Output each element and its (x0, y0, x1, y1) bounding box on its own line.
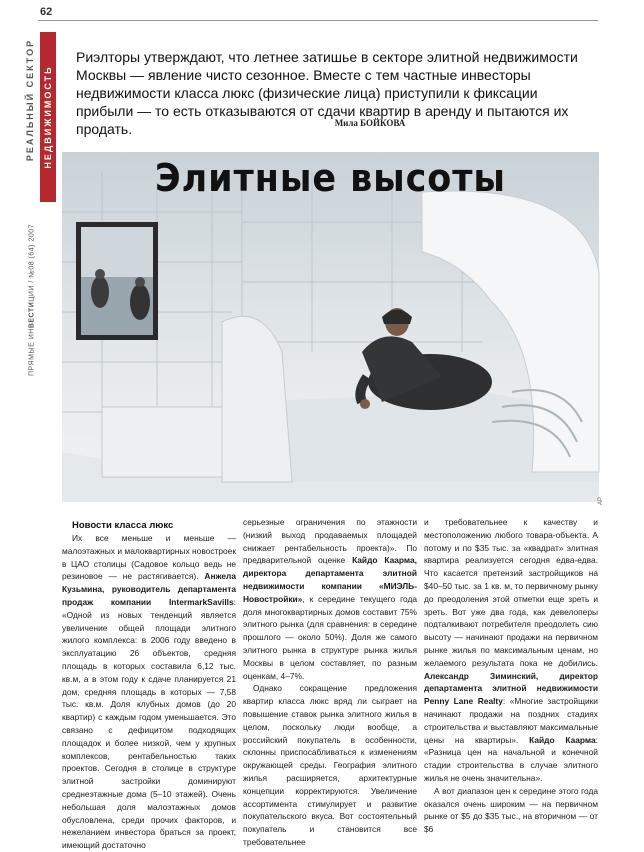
column-paragraph: Их все меньше и меньше — малоэтажных и малоквартирных новостроек в ЦАО столицы (Садовое кольцо ведь не резиновое — не растягивается). Анжела Кузьмина, руководитель департамента продаж компании IntermarkSavills: «Одной из новых тенденций является увеличение общей площади элитного жилого комплекса: в 2006 году введено в эксплуатацию 26 объектов, средняя площадь в которых составила 6,12 тыс. кв.м, а в этом году к сдаче планируется 21 дом, средняя площадь в которых — 7,58 тыс. кв.м. Доля клубных домов (до 20 квартир) с каждым годом уменьшается. Это связано с дефицитом подходящих площадок и более низкой, чем у крупных комплексов, рентабельностью таких проектов. Сегодня в столице в структуре элитной застройки доминируют среднеэтажные дома (5–10 этажей). Очень небольшая доля малоэтажных домов обусловлена, среди прочих факторов, и нежеланием инвестора браться за проект, имеющий достаточно (62, 533, 236, 851)
article-headline: Элитные высоты (155, 156, 506, 200)
column-subheading: Новости класса люкс (72, 520, 174, 531)
column-paragraph: Однако сокращение предложения квартир класса люкс вряд ли сыграет на повышение ставок рынка элитного жилья в целом, поскольку люди вообще, а российский покупатель в особенности, склонны приспосабливаться к изменениям окружающей среды. География элитного жилья расширяется, архитектурные концепции корректируются. Увеличение ассортимента стимулирует и развитие покупательского вкуса. Вот состоятельный покупатель и становится все требовательнее (243, 683, 417, 847)
ice-room-illustration (62, 152, 599, 502)
top-rule (38, 20, 598, 21)
article-lead: Риэлторы утверждают, что летнее затишье в секторе элитной недвижимости Москвы — явление чисто сезонное. Вместе с тем частные инвесторы недвижимости класса люкс (физические лица) приступили к фиксации прибыли — то есть отказываются от сдачи квартир в аренду и пытаются их продать. (76, 49, 578, 137)
article-photo (62, 152, 599, 502)
magazine-issue-label: ПРЯМЫЕ ИНВЕСТИЦИИ / №08 (64) 2007 (28, 223, 36, 377)
photo-credit: AP (598, 496, 604, 505)
sidebar-subsection-label: НЕДВИЖИМОСТЬ (43, 65, 53, 169)
column-paragraph: серьезные ограничения по этажности (низкий выход продаваемых площадей снижает рентабельность проекта)». По предварительной оценке Кайдо Каарма, директора департамента элитной недвижимости компании «МИЭЛЬ-Новостройки», к середине текущего года доля многоквартирных домов составит 75% элитного рынка (для сравнения: в середине прошлого — около 50%). Доля же самого элитного рынка в структуре рынка жилья Москвы в целом составляет, по разным оценкам, 4–7%. (243, 517, 417, 681)
article-author: Мила БОЙКОВА (334, 118, 406, 128)
article-column-1 (62, 520, 236, 852)
sidebar-section-label: РЕАЛЬНЫЙ СЕКТОР (25, 38, 35, 162)
column-paragraph: и требовательнее к качеству и местоположению любого товара-объекта. А потому и по $35 тыс. за «квадрат» элитная квартира реализуется сегодня едва-едва. Что касается претензий застройщиков на $40–50 тыс. за 1 кв. м, то первичному рынку до преодоления этой отметки еще зреть и зреть. Вот уже два года, как девелоперы подталкивают потребителя преодолеть сию высоту — начинают продажи на первичном рынке жилья по максимальным ценам, но желаемого результата пока не добились. Александр Зиминский, директор департамента элитной недвижимости Penny Lane Realty: «Многие застройщики начинают продажи на поздних стадиях строительства и выставляют максимальные цены на квартиры». Кайдо Каарма: «Разница цен на начальной и конечной стадии строительства в случае элитного жилья не очень значительна». (424, 517, 598, 783)
article-column-2 (243, 516, 417, 849)
page-number: 62 (40, 6, 53, 18)
article-column-3 (424, 516, 598, 836)
column-paragraph: А вот диапазон цен к середине этого года оказался очень широким — на первичном рынке от $5 до $35 тыс., на вторичном — от $6 (424, 785, 598, 835)
